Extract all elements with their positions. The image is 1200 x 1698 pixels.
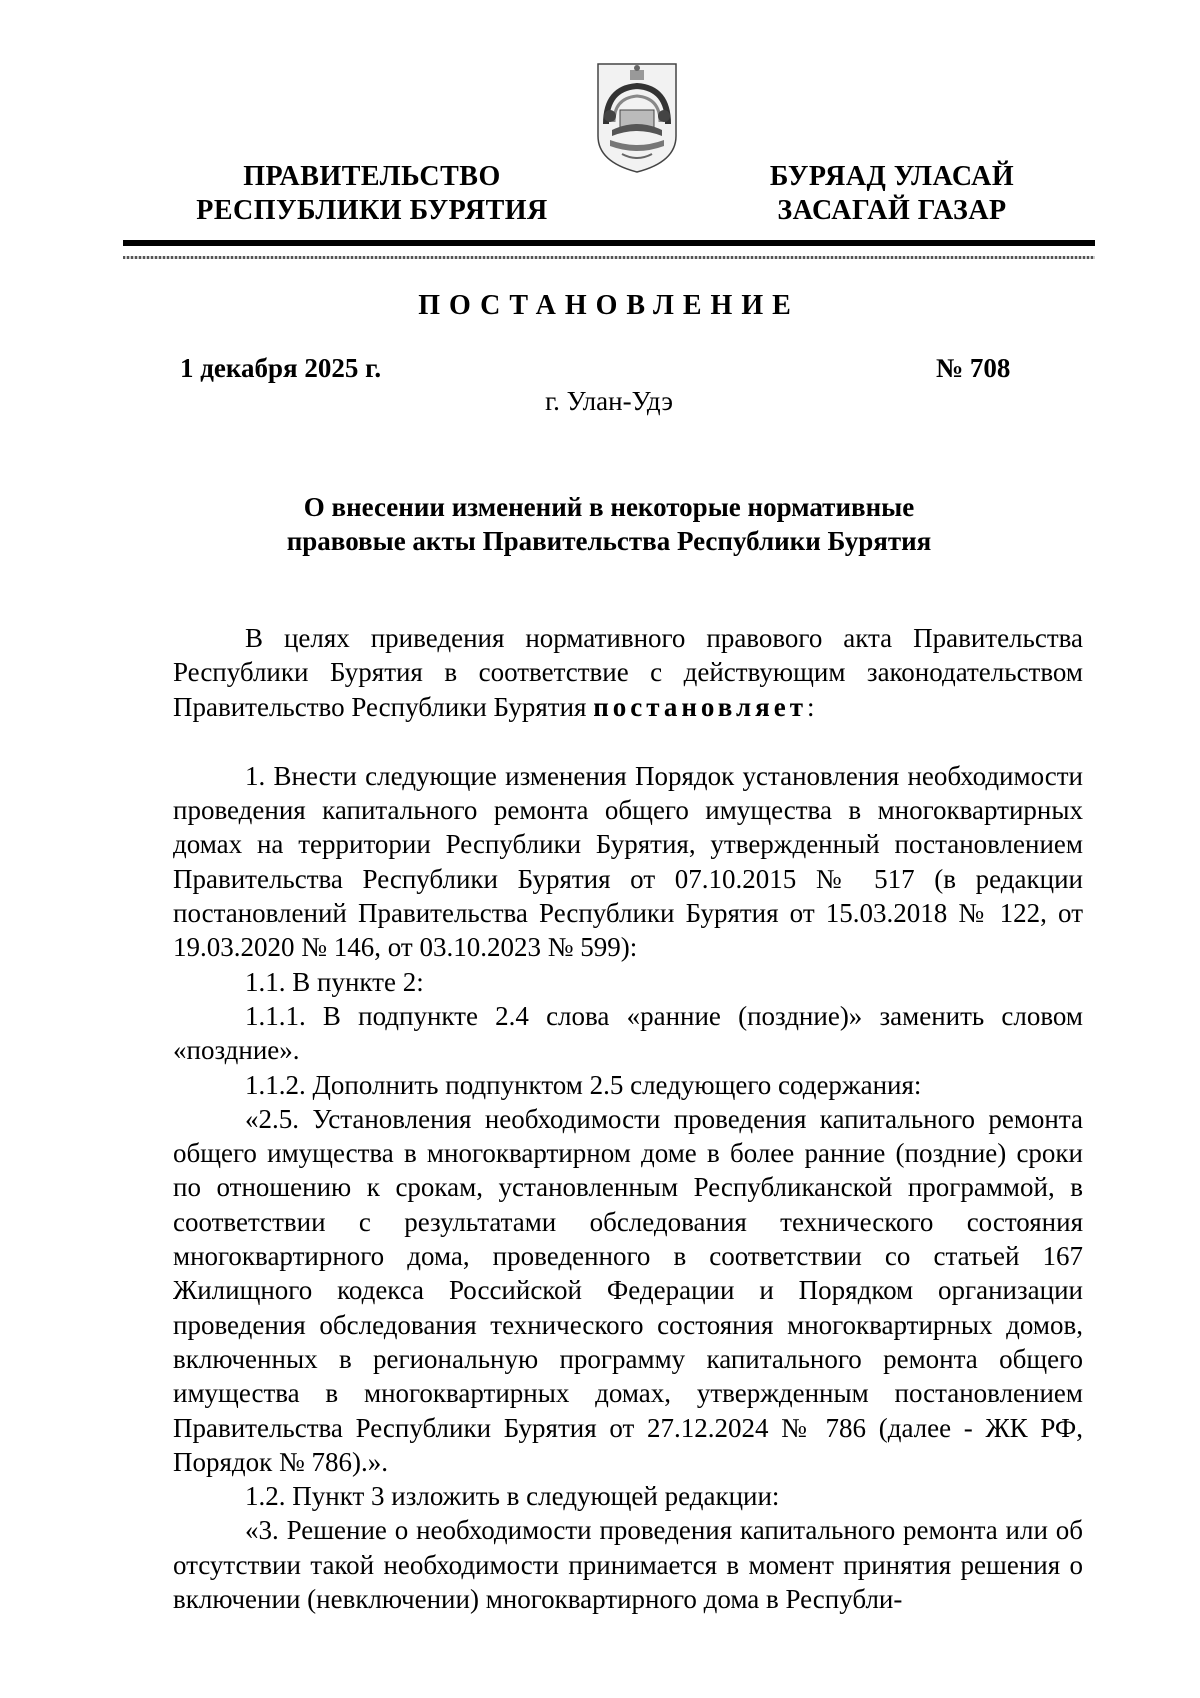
intro-keyword: постановляет — [593, 691, 807, 722]
document-title-line1: О внесении изменений в некоторые нормативные — [303, 492, 915, 522]
header-right-line2: ЗАСАГАЙ ГАЗАР — [777, 195, 1007, 226]
paragraph-2-5-quote: «2.5. Установления необходимости проведения капитального ремонта общего имущества в многоквартирном доме в более ранние (поздние) сроки по отношению к срокам, установленным Республиканской программой, в соответствии с результатами обследования технического состояния многоквартирного дома, проведенного в соответствии со статьей 167 Жилищного кодекса Российской Федерации и Порядком организации проведения обследования технического состояния многоквартирных домов, включенных в региональную программу капитального ремонта общего имущества в многоквартирных домах, утвержденным постановлением Правительства Республики Бурятия от 27.12.2024 № 786 (далее - ЖК РФ, Порядок № 786).». — [173, 1103, 1083, 1477]
paragraph-1-2: 1.2. Пункт 3 изложить в следующей редакции: — [245, 1481, 780, 1512]
header-right-line1: БУРЯАД УЛАСАЙ — [769, 161, 1015, 192]
paragraph-1-1-2: 1.1.2. Дополнить подпунктом 2.5 следующего содержания: — [245, 1069, 922, 1100]
intro-end: : — [806, 691, 815, 722]
document-title — [123, 490, 1095, 558]
coat-of-arms-icon — [592, 58, 682, 176]
document-date: 1 декабря 2025 г. — [180, 353, 382, 383]
header-divider-thin — [123, 256, 1095, 259]
document-type: ПОСТАНОВЛЕНИЕ — [418, 290, 800, 321]
header-right-org — [742, 160, 1042, 228]
paragraph-1-1-1: 1.1.1. В подпункте 2.4 слова «ранние (поздние)» заменить словом «поздние». — [173, 1000, 1083, 1066]
paragraph-3-quote: «3. Решение о необходимости проведения капитального ремонта или об отсутствии такой необходимости принимается в момент принятия решения о включении (невключении) многоквартирного дома в Республи- — [173, 1515, 1083, 1615]
header-left-line1: ПРАВИТЕЛЬСТВО — [243, 161, 501, 192]
intro-paragraph — [173, 621, 1083, 724]
paragraph-1-1: 1.1. В пункте 2: — [245, 966, 424, 997]
header-left-org — [182, 160, 562, 228]
header-divider-thick — [123, 240, 1095, 246]
document-title-line2: правовые акты Правительства Республики Бурятия — [286, 526, 932, 556]
document-number: № 708 — [936, 353, 1011, 383]
document-body — [173, 621, 1083, 1616]
document-city: г. Улан-Удэ — [545, 386, 673, 416]
paragraph-1: 1. Внести следующие изменения Порядок установления необходимости проведения капитального ремонта общего имущества в многоквартирных домах на территории Республики Бурятия, утвержденный постановлением Правительства Республики Бурятия от 07.10.2015 № 517 (в редакции постановлений Правительства Республики Бурятия от 15.03.2018 № 122, от 19.03.2020 № 146, от 03.10.2023 № 599): — [173, 760, 1083, 963]
intro-text: В целях приведения нормативного правового акта Правительства Республики Бурятия в соответствие с действующим законодательством Правительство Республики Бурятия — [173, 623, 1083, 722]
header-left-line2: РЕСПУБЛИКИ БУРЯТИЯ — [196, 195, 548, 226]
